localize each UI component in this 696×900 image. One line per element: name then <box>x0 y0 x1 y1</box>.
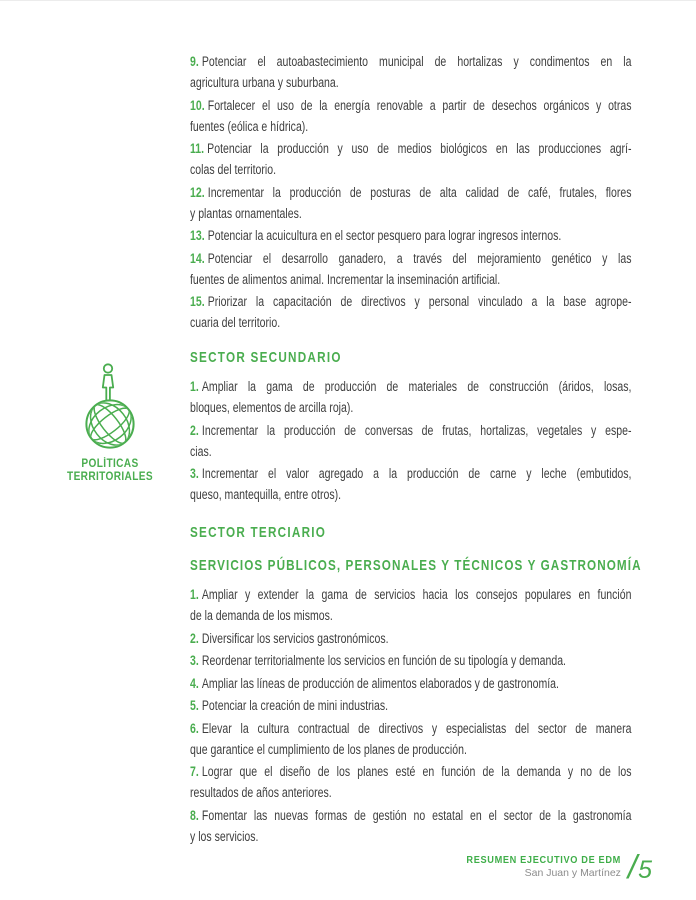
item-number: 10. <box>190 97 205 113</box>
list-item <box>190 650 631 671</box>
list-item <box>190 805 631 847</box>
list-item-line: 7. Lograr que el diseño de los planes esté en función de la demanda y no de los <box>190 764 632 779</box>
list-item-line: agricultura urbana y suburbana. <box>190 75 339 90</box>
item-number: 4. <box>190 675 199 691</box>
brand-label <box>62 458 157 484</box>
brand-label-line1: POLÍTICAS <box>81 458 139 470</box>
list-item-line: de la demanda de los mismos. <box>190 608 333 623</box>
page-content <box>190 51 642 848</box>
item-number: 2. <box>190 422 199 438</box>
item-number: 3. <box>190 466 199 481</box>
page-number-slash: / <box>627 848 638 885</box>
list-item <box>190 673 631 694</box>
item-number: 3. <box>190 653 199 668</box>
list-item-line: bloques, elementos de arcilla roja). <box>190 400 354 415</box>
page-footer <box>453 850 652 883</box>
list-item-line: colas del territorio. <box>190 162 277 177</box>
list-item-line: 10. Fortalecer el uso de la energía renovable a partir de desechos orgánicos y otras <box>190 97 632 113</box>
item-number: 2. <box>190 630 199 646</box>
list-item <box>190 463 631 505</box>
list-item <box>190 95 631 137</box>
list-item <box>190 761 631 803</box>
list-item-line: fuentes de alimentos animal. Incrementar la inseminación artificial. <box>190 271 501 287</box>
list-item-line: 11. Potenciar la producción y uso de medios biológicos en las producciones agrí- <box>190 141 632 156</box>
list-item-line: 14. Potenciar el desarrollo ganadero, a través del mejoramiento genético y las <box>190 250 632 266</box>
list-item <box>190 225 631 246</box>
item-number: 12. <box>190 184 205 200</box>
numbered-list <box>190 584 631 847</box>
list-item-line: 15. Priorizar la capacitación de directivos y personal vinculado a la base agrope- <box>190 294 632 309</box>
list-item-line: 5. Potenciar la creación de mini industrias. <box>190 698 389 713</box>
list-item-line: cuaria del territorio. <box>190 315 281 330</box>
list-item <box>190 376 631 418</box>
section-primario <box>190 51 631 333</box>
list-item-line: queso, mantequilla, entre otros). <box>190 487 342 502</box>
item-number: 15. <box>190 294 205 309</box>
politicas-territoriales-badge <box>56 361 164 484</box>
list-item <box>190 628 631 649</box>
list-item-line: 3. Reordenar territorialmente los servicios en función de su tipología y demanda. <box>190 653 566 668</box>
municipality-name: San Juan y Martínez <box>524 866 621 879</box>
section-secundario <box>190 347 631 505</box>
item-number: 14. <box>190 250 205 266</box>
page-number <box>628 850 652 883</box>
page-number-value: 5 <box>638 856 652 884</box>
item-number: 8. <box>190 807 199 823</box>
footer-text <box>453 855 621 879</box>
section-terciario <box>190 522 642 847</box>
section-subheading: SERVICIOS PÚBLICOS, PERSONALES Y TÉCNICOS Y GASTRONOMÍA <box>190 557 642 574</box>
list-item-line: 9. Potenciar el autoabastecimiento municipal de hortalizas y condimentos en la <box>190 54 632 69</box>
brand-label-line2: TERRITORIALES <box>67 471 153 483</box>
list-item-line: 12. Incrementar la producción de posturas de alta calidad de café, frutales, flores <box>190 184 632 200</box>
list-item-line: fuentes (eólica e hídrica). <box>190 118 309 134</box>
list-item-line: 2. Diversificar los servicios gastronómicos. <box>190 630 389 646</box>
list-item-line: 2. Incrementar la producción de conversas de frutas, hortalizas, vegetales y espe- <box>190 422 632 438</box>
list-item-line: 6. Elevar la cultura contractual de directivos y especialistas del sector de manera <box>190 720 632 736</box>
list-item-line: 3. Incrementar el valor agregado a la producción de carne y leche (embutidos, <box>190 466 632 481</box>
item-number: 1. <box>190 587 199 602</box>
list-item <box>190 291 631 333</box>
list-item-line: resultados de años anteriores. <box>190 785 332 800</box>
list-item-line: cias. <box>190 443 212 459</box>
section-heading: SECTOR SECUNDARIO <box>190 349 342 366</box>
item-number: 9. <box>190 54 199 69</box>
numbered-list <box>190 51 631 333</box>
list-item-line: que garantice el cumplimiento de los planes de producción. <box>190 741 467 757</box>
list-item-line: 8. Fomentar las nuevas formas de gestión no estatal en el sector de la gastronomía <box>190 807 632 823</box>
list-item <box>190 51 631 93</box>
list-item <box>190 695 631 716</box>
item-number: 13. <box>190 228 205 243</box>
list-item <box>190 182 631 224</box>
list-item-line: 1. Ampliar y extender la gama de servicios hacia los consejos populares en función <box>190 587 632 602</box>
list-item <box>190 718 631 760</box>
item-number: 7. <box>190 764 199 779</box>
list-item <box>190 584 631 626</box>
person-on-globe-icon <box>78 361 142 451</box>
report-title: RESUMEN EJECUTIVO DE EDM <box>466 854 621 866</box>
list-item <box>190 138 631 180</box>
numbered-list <box>190 376 631 505</box>
item-number: 6. <box>190 720 199 736</box>
list-item-line: 13. Potenciar la acuicultura en el sector pesquero para lograr ingresos internos. <box>190 228 562 243</box>
list-item-line: y los servicios. <box>190 828 259 844</box>
item-number: 11. <box>190 141 205 156</box>
section-heading: SECTOR TERCIARIO <box>190 524 327 541</box>
list-item-line: 1. Ampliar la gama de producción de materiales de construcción (áridos, losas, <box>190 379 632 394</box>
item-number: 1. <box>190 379 199 394</box>
list-item <box>190 248 631 290</box>
list-item-line: 4. Ampliar las líneas de producción de alimentos elaborados y de gastronomía. <box>190 675 559 691</box>
item-number: 5. <box>190 698 199 713</box>
list-item <box>190 420 631 462</box>
list-item-line: y plantas ornamentales. <box>190 205 302 221</box>
